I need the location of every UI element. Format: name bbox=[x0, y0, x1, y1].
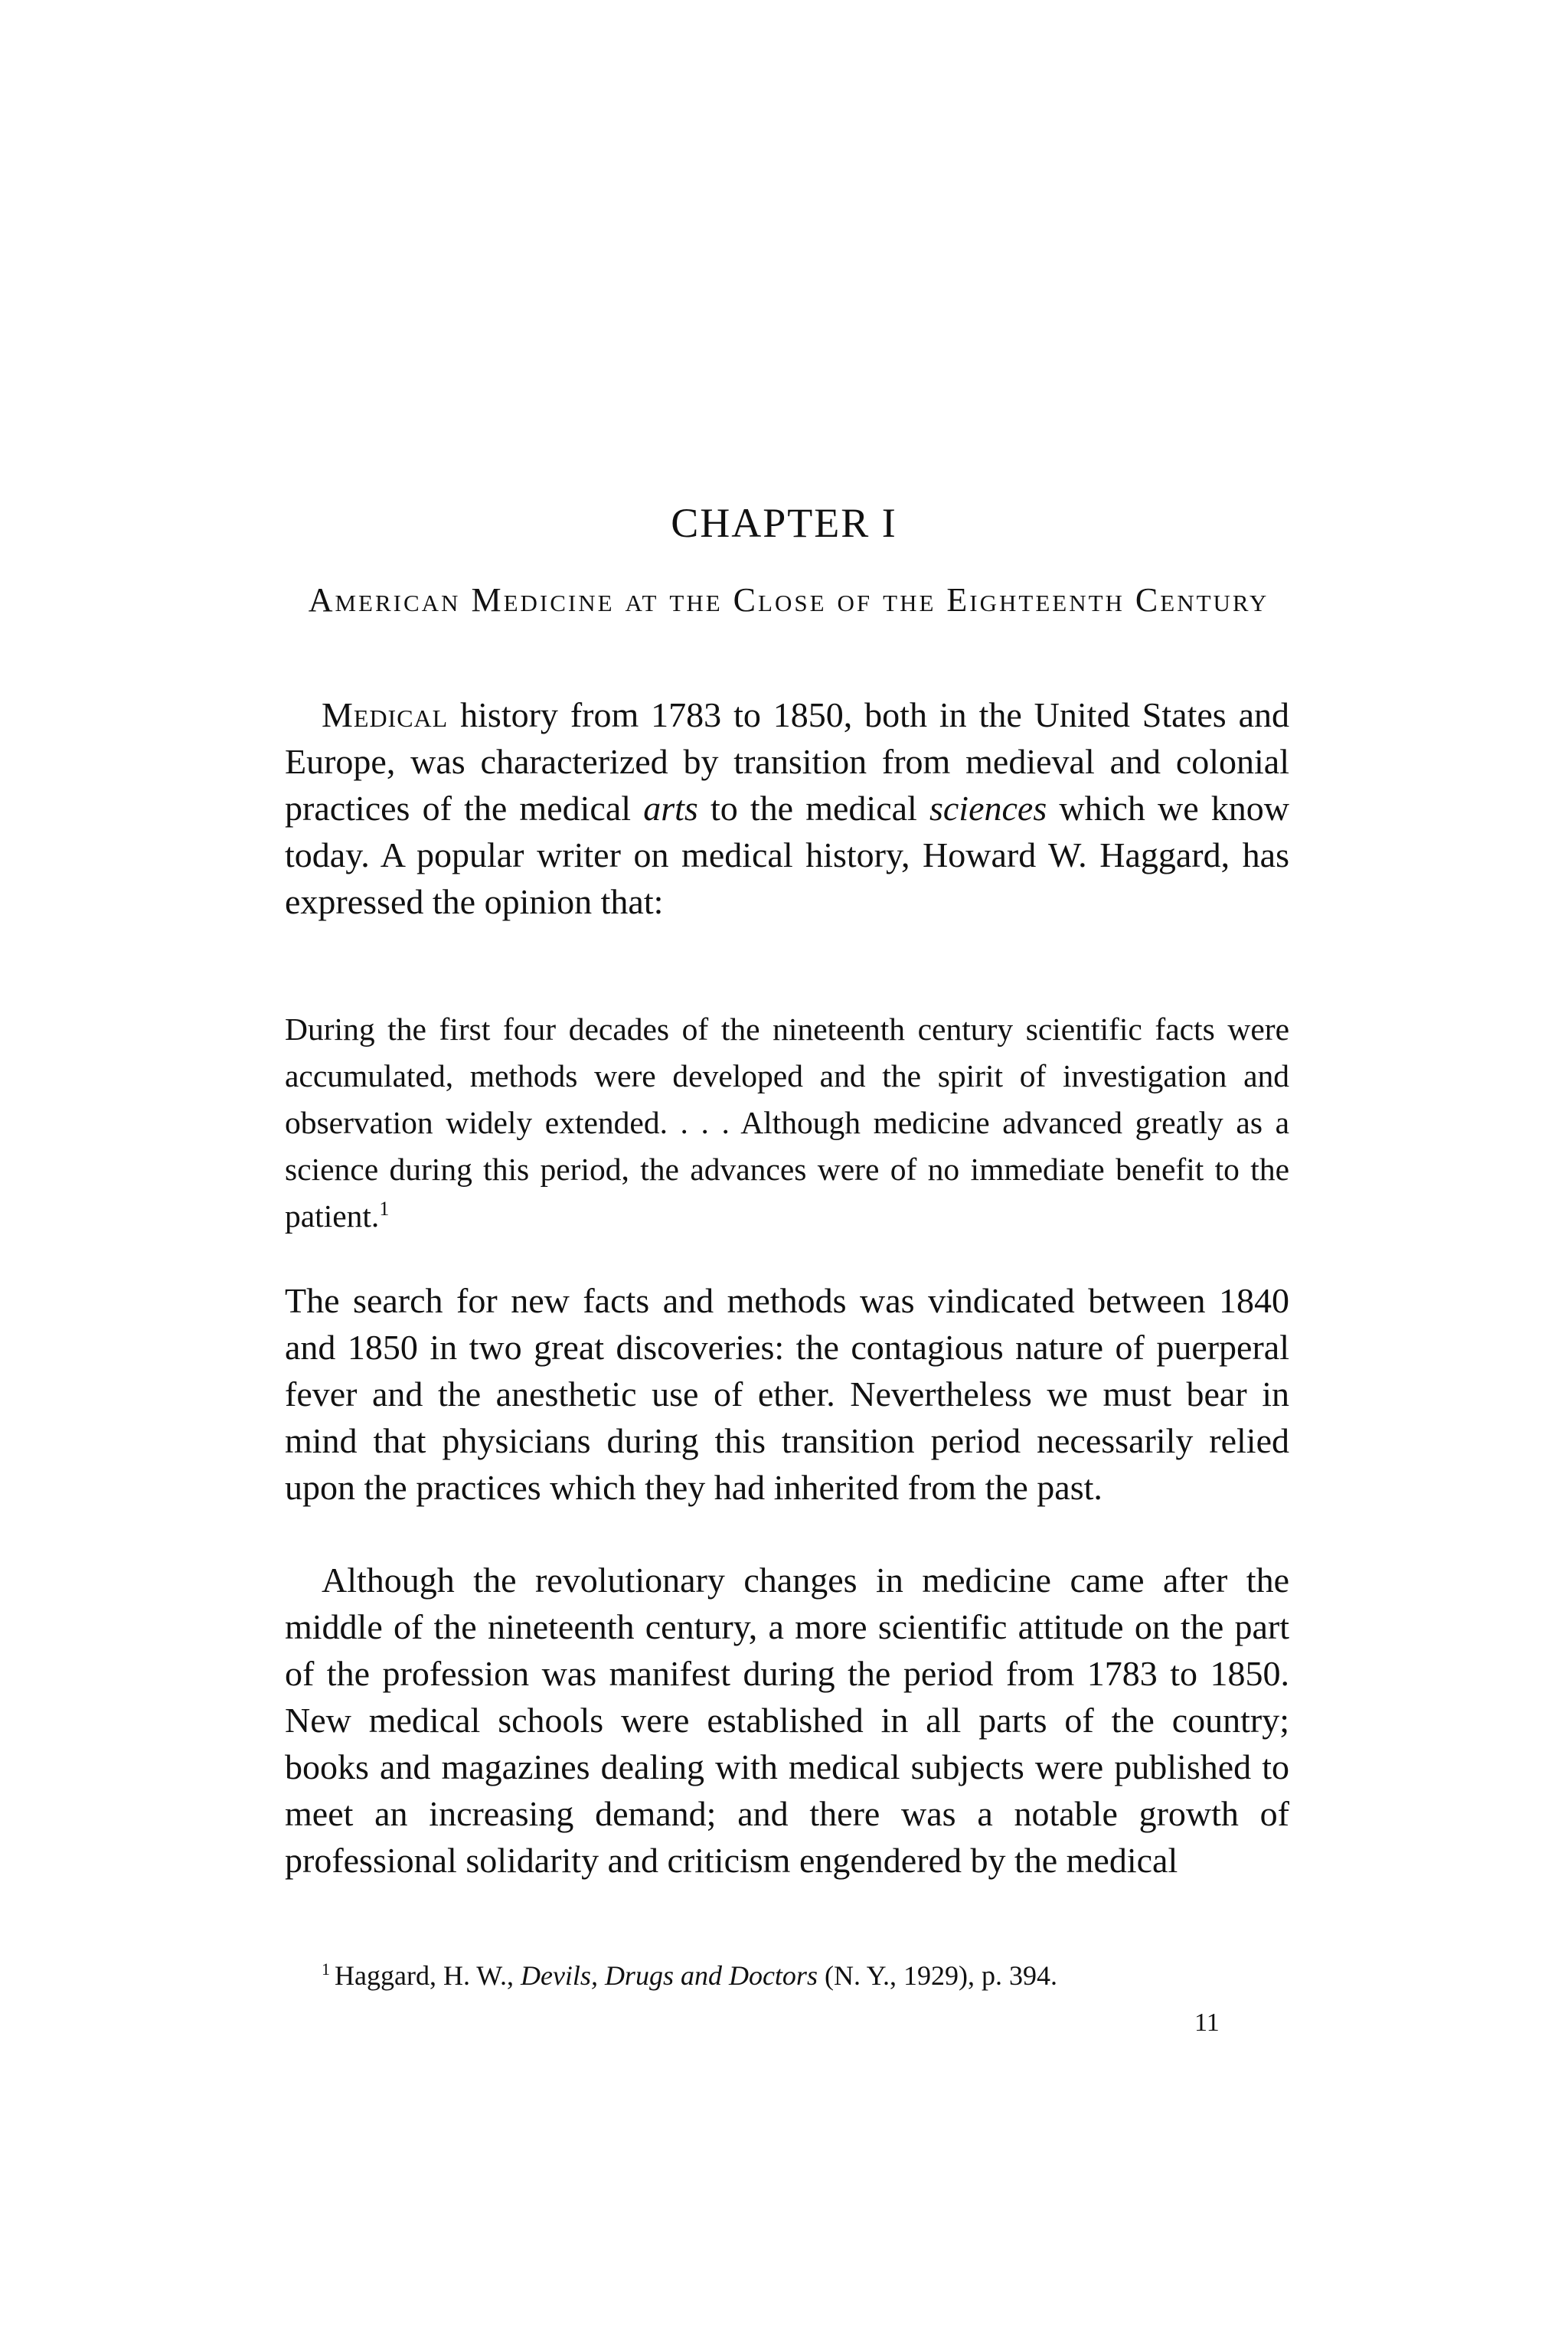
emphasis-sciences: sciences bbox=[929, 789, 1047, 828]
block-quote-text bbox=[285, 1006, 1289, 1240]
block-quote bbox=[285, 1006, 1289, 1240]
paragraph-lead-word: Medical bbox=[322, 695, 449, 734]
footnote-author: Haggard, H. W., bbox=[335, 1960, 521, 1991]
footnote-citation: (N. Y., 1929), p. 394. bbox=[817, 1960, 1057, 1991]
chapter-number: CHAPTER I bbox=[671, 500, 897, 546]
paragraph-1-part-1: history from 1783 to 1850, both in the United States and Europe, was characterized by transition from medieval and colonial practices of the medical bbox=[285, 695, 1289, 828]
paragraph-3 bbox=[285, 1557, 1289, 1884]
paragraph-1-part-3: which we know today. A popular writer on medical history, Howard W. Haggard, has expressed the opinion that: bbox=[285, 789, 1289, 921]
chapter-title: American Medicine at the Close of the Eighteenth Century bbox=[308, 581, 1269, 619]
paragraph-2-text: The search for new facts and methods was vindicated between 1840 and 1850 in two great discoveries: the contagious nature of puerperal fever and the anesthetic use of ether. Nevertheless we must bear in mind that physicians during this transition period necessarily relied upon the practices which they had inherited from the past. bbox=[285, 1281, 1289, 1507]
footnote bbox=[322, 1957, 1057, 1994]
block-quote-body: During the first four decades of the nineteenth century scientific facts were accumulated, methods were developed and the spirit of investigation and observation widely extended. . . . Although medicine advanced greatly as a science during this period, the advances were of no immediate benefit to the patient. bbox=[285, 1012, 1289, 1234]
paragraph-1-part-2: to the medical bbox=[697, 789, 929, 828]
paragraph-2 bbox=[285, 1277, 1289, 1511]
paragraph-1 bbox=[285, 691, 1289, 925]
footnote-book-title: Devils, Drugs and Doctors bbox=[520, 1960, 818, 1991]
page-number: 11 bbox=[1194, 2008, 1220, 2037]
paragraph-1-text bbox=[285, 691, 1289, 925]
paragraph-3-text: Although the revolutionary changes in medicine came after the middle of the nineteenth century, a more scientific attitude on the part of the profession was manifest during the period from 1783 to 1850. New medical schools were established in all parts of the country; books and magazines dealing with medical subjects were published to meet an increasing demand; and there was a notable growth of professional solidarity and criticism engendered by the medical bbox=[285, 1561, 1289, 1880]
emphasis-arts: arts bbox=[643, 789, 698, 828]
footnote-reference: 1 bbox=[379, 1198, 390, 1221]
footnote-marker: 1 bbox=[322, 1959, 330, 1979]
